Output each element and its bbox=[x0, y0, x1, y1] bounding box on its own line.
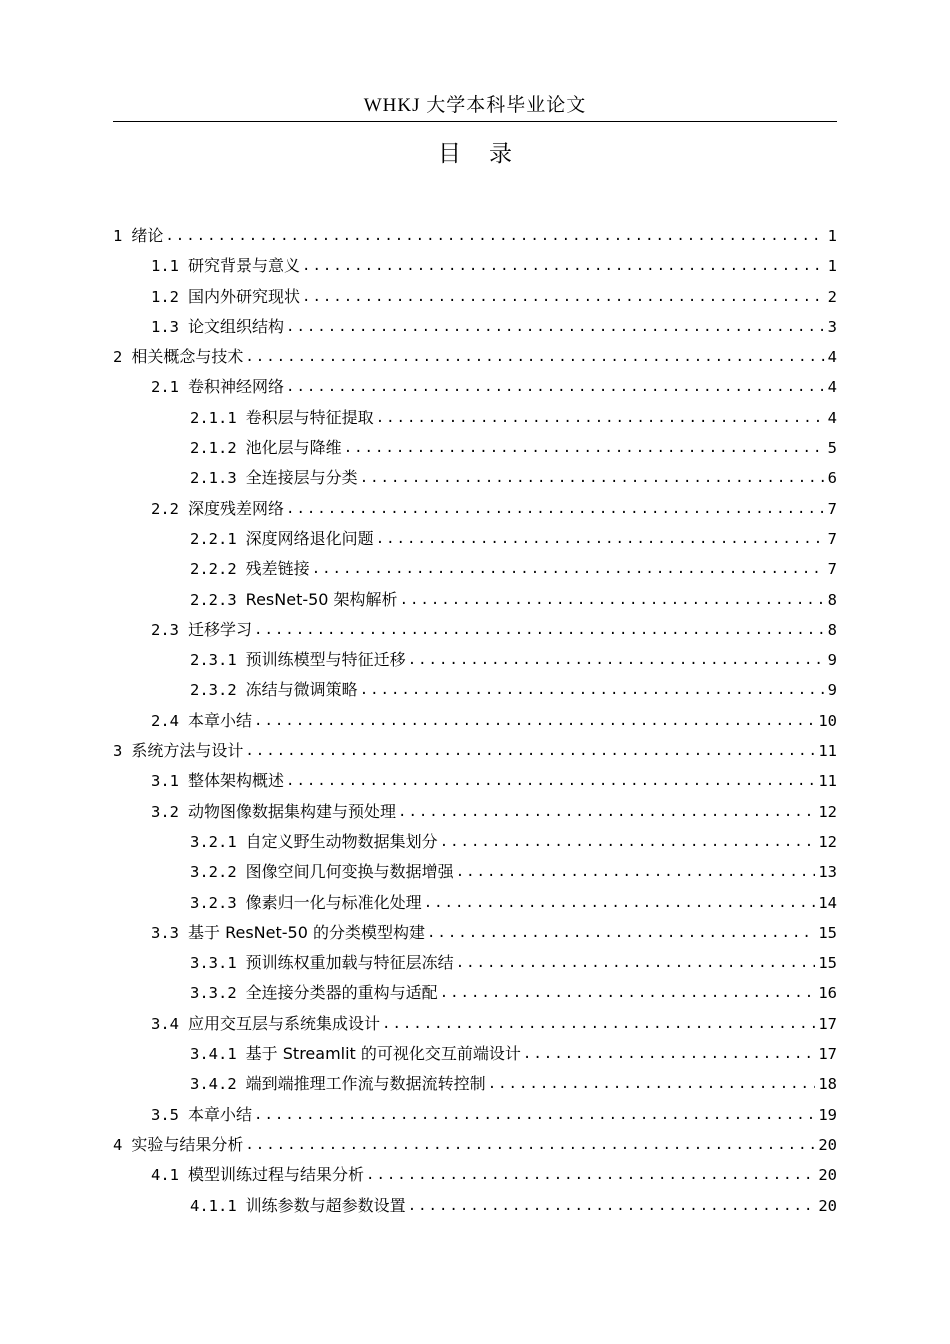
toc-dot-leader bbox=[254, 615, 825, 645]
table-of-contents bbox=[113, 221, 837, 1221]
toc-dot-leader bbox=[523, 1039, 815, 1069]
toc-entry-title: 深度残差网络 bbox=[188, 498, 285, 518]
toc-entry[interactable] bbox=[113, 1100, 837, 1130]
toc-dot-leader bbox=[408, 645, 825, 675]
toc-entry-title: 池化层与降维 bbox=[245, 438, 342, 458]
toc-entry-number: 3.3 bbox=[151, 923, 179, 942]
toc-entry-title: 训练参数与超参数设置 bbox=[245, 1195, 406, 1215]
toc-dot-leader bbox=[302, 282, 825, 312]
toc-entry-page-number: 4 bbox=[827, 378, 837, 397]
toc-entry-number: 3.1 bbox=[151, 772, 179, 791]
toc-entry[interactable] bbox=[113, 1191, 837, 1221]
toc-entry-number: 3.2.2 bbox=[190, 863, 237, 882]
toc-entry[interactable] bbox=[113, 888, 837, 918]
toc-entry-title: 冻结与微调策略 bbox=[245, 680, 358, 700]
toc-entry-page-number: 10 bbox=[818, 711, 837, 730]
toc-entry[interactable] bbox=[113, 494, 837, 524]
toc-dot-leader bbox=[286, 766, 815, 796]
toc-entry[interactable] bbox=[113, 251, 837, 281]
toc-dot-leader bbox=[440, 978, 816, 1008]
toc-entry-title: 图像空间几何变换与数据增强 bbox=[245, 862, 454, 882]
toc-entry-number: 2.3.2 bbox=[190, 681, 237, 700]
toc-dot-leader bbox=[245, 736, 815, 766]
toc-entry-number: 2.1.1 bbox=[190, 408, 237, 427]
toc-entry-title: 相关概念与技术 bbox=[131, 347, 244, 367]
toc-entry-number: 3.4.2 bbox=[190, 1075, 237, 1094]
toc-entry-title: 迁移学习 bbox=[188, 619, 253, 639]
toc-entry-number: 2.2.2 bbox=[190, 560, 237, 579]
toc-entry[interactable] bbox=[113, 1039, 837, 1069]
toc-entry-title: 卷积神经网络 bbox=[188, 377, 285, 397]
toc-entry[interactable] bbox=[113, 342, 837, 372]
toc-entry-number: 3.2.3 bbox=[190, 893, 237, 912]
toc-entry[interactable] bbox=[113, 554, 837, 584]
toc-entry-number: 2.1.3 bbox=[190, 469, 237, 488]
toc-entry-page-number: 11 bbox=[818, 742, 837, 761]
toc-entry-number: 3.2.1 bbox=[190, 832, 237, 851]
toc-entry[interactable] bbox=[113, 585, 837, 615]
toc-entry[interactable] bbox=[113, 615, 837, 645]
toc-entry-page-number: 15 bbox=[818, 923, 837, 942]
toc-entry-number: 2.1.2 bbox=[190, 439, 237, 458]
toc-entry[interactable] bbox=[113, 797, 837, 827]
toc-entry[interactable] bbox=[113, 766, 837, 796]
toc-dot-leader bbox=[427, 918, 815, 948]
toc-entry-page-number: 7 bbox=[827, 499, 837, 518]
toc-entry-title: 全连接分类器的重构与适配 bbox=[245, 983, 438, 1003]
toc-entry-page-number: 18 bbox=[818, 1075, 837, 1094]
toc-entry-page-number: 11 bbox=[818, 772, 837, 791]
toc-dot-leader bbox=[376, 524, 825, 554]
toc-entry[interactable] bbox=[113, 1160, 837, 1190]
toc-entry[interactable] bbox=[113, 827, 837, 857]
toc-entry-number: 1.2 bbox=[151, 287, 179, 306]
toc-entry-number: 1.1 bbox=[151, 257, 179, 276]
toc-entry-number: 3.3.1 bbox=[190, 954, 237, 973]
toc-entry[interactable] bbox=[113, 312, 837, 342]
toc-entry-page-number: 12 bbox=[818, 832, 837, 851]
toc-entry-title: 国内外研究现状 bbox=[188, 286, 301, 306]
toc-entry-page-number: 12 bbox=[818, 802, 837, 821]
toc-entry-title: 论文组织结构 bbox=[188, 316, 285, 336]
toc-entry-title: 残差链接 bbox=[245, 559, 310, 579]
toc-entry-number: 2 bbox=[113, 348, 123, 367]
toc-entry-page-number: 16 bbox=[818, 984, 837, 1003]
toc-entry-number: 3.5 bbox=[151, 1105, 179, 1124]
toc-entry[interactable] bbox=[113, 948, 837, 978]
toc-entry[interactable] bbox=[113, 736, 837, 766]
toc-entry-page-number: 20 bbox=[818, 1166, 837, 1185]
toc-entry[interactable] bbox=[113, 918, 837, 948]
toc-entry-page-number: 17 bbox=[818, 1014, 837, 1033]
toc-dot-leader bbox=[344, 433, 825, 463]
toc-entry[interactable] bbox=[113, 372, 837, 402]
toc-dot-leader bbox=[245, 342, 824, 372]
toc-entry-number: 2.1 bbox=[151, 378, 179, 397]
toc-entry[interactable] bbox=[113, 706, 837, 736]
toc-entry-title: 绪论 bbox=[131, 226, 164, 245]
toc-entry-page-number: 17 bbox=[818, 1045, 837, 1064]
toc-entry-page-number: 13 bbox=[818, 863, 837, 882]
toc-entry-number: 2.2.3 bbox=[190, 590, 237, 609]
toc-dot-leader bbox=[424, 888, 816, 918]
toc-dot-leader bbox=[456, 857, 816, 887]
toc-entry[interactable] bbox=[113, 857, 837, 887]
toc-entry[interactable] bbox=[113, 221, 837, 251]
toc-entry-page-number: 9 bbox=[827, 651, 837, 670]
toc-dot-leader bbox=[360, 463, 825, 493]
toc-entry-title: 整体架构概述 bbox=[188, 771, 285, 791]
toc-entry-title: ResNet-50 架构解析 bbox=[245, 589, 398, 609]
toc-title: 目录 bbox=[438, 141, 540, 167]
toc-entry[interactable] bbox=[113, 1009, 837, 1039]
toc-entry-number: 3.4.1 bbox=[190, 1045, 237, 1064]
toc-entry-title: 应用交互层与系统集成设计 bbox=[188, 1013, 381, 1033]
toc-entry-page-number: 4 bbox=[827, 408, 837, 427]
toc-entry[interactable] bbox=[113, 1130, 837, 1160]
toc-entry-page-number: 6 bbox=[827, 469, 837, 488]
toc-entry-title: 预训练权重加载与特征层冻结 bbox=[245, 953, 454, 973]
toc-entry-page-number: 5 bbox=[827, 439, 837, 458]
toc-dot-leader bbox=[382, 1009, 815, 1039]
toc-entry-page-number: 8 bbox=[827, 590, 837, 609]
toc-dot-leader bbox=[456, 948, 816, 978]
toc-entry-page-number: 9 bbox=[827, 681, 837, 700]
toc-entry-page-number: 8 bbox=[827, 620, 837, 639]
toc-entry-page-number: 20 bbox=[818, 1135, 837, 1154]
toc-entry-title: 端到端推理工作流与数据流转控制 bbox=[245, 1074, 486, 1094]
toc-entry-page-number: 7 bbox=[827, 529, 837, 548]
toc-entry-title: 实验与结果分析 bbox=[131, 1134, 244, 1154]
toc-entry-page-number: 1 bbox=[827, 257, 837, 276]
toc-entry-page-number: 14 bbox=[818, 893, 837, 912]
toc-dot-leader bbox=[286, 372, 825, 402]
toc-dot-leader bbox=[165, 221, 824, 251]
toc-dot-leader bbox=[408, 1191, 816, 1221]
toc-dot-leader bbox=[376, 403, 825, 433]
toc-entry-number: 3 bbox=[113, 742, 123, 761]
toc-entry-number: 3.3.2 bbox=[190, 984, 237, 1003]
toc-entry-number: 4 bbox=[113, 1135, 123, 1154]
toc-entry-title: 系统方法与设计 bbox=[131, 741, 244, 761]
toc-entry-number: 2.3.1 bbox=[190, 651, 237, 670]
toc-entry-title: 本章小结 bbox=[188, 1104, 253, 1124]
toc-dot-leader bbox=[398, 797, 815, 827]
toc-dot-leader bbox=[440, 827, 816, 857]
toc-entry-page-number: 3 bbox=[827, 317, 837, 336]
running-header: WHKJ 大学本科毕业论文 bbox=[363, 95, 587, 116]
toc-entry-page-number: 2 bbox=[827, 287, 837, 306]
header-divider bbox=[113, 121, 837, 122]
toc-entry-page-number: 7 bbox=[827, 560, 837, 579]
toc-entry-title: 基于 ResNet-50 的分类模型构建 bbox=[188, 922, 425, 942]
toc-entry-number: 2.3 bbox=[151, 620, 179, 639]
toc-entry-title: 基于 Streamlit 的可视化交互前端设计 bbox=[245, 1044, 521, 1064]
toc-entry-number: 3.4 bbox=[151, 1014, 179, 1033]
toc-entry-title: 自定义野生动物数据集划分 bbox=[245, 831, 438, 851]
toc-entry[interactable] bbox=[113, 645, 837, 675]
toc-entry[interactable] bbox=[113, 524, 837, 554]
toc-entry-number: 1.3 bbox=[151, 317, 179, 336]
toc-entry-page-number: 20 bbox=[818, 1196, 837, 1215]
toc-entry[interactable] bbox=[113, 1069, 837, 1099]
toc-entry[interactable] bbox=[113, 978, 837, 1008]
toc-entry[interactable] bbox=[113, 433, 837, 463]
toc-entry-number: 3.2 bbox=[151, 802, 179, 821]
toc-entry[interactable] bbox=[113, 403, 837, 433]
toc-entry-title: 本章小结 bbox=[188, 710, 253, 730]
toc-entry-title: 全连接层与分类 bbox=[245, 468, 358, 488]
toc-entry-number: 4.1 bbox=[151, 1166, 179, 1185]
toc-entry-number: 1 bbox=[113, 227, 123, 245]
toc-dot-leader bbox=[488, 1069, 816, 1099]
toc-dot-leader bbox=[245, 1130, 815, 1160]
toc-dot-leader bbox=[302, 251, 825, 281]
toc-dot-leader bbox=[366, 1160, 815, 1190]
toc-entry-title: 深度网络退化问题 bbox=[245, 528, 374, 548]
toc-entry-title: 预训练模型与特征迁移 bbox=[245, 650, 406, 670]
toc-entry[interactable] bbox=[113, 463, 837, 493]
toc-entry-page-number: 4 bbox=[827, 348, 837, 367]
toc-entry[interactable] bbox=[113, 282, 837, 312]
toc-dot-leader bbox=[286, 312, 825, 342]
toc-entry-title: 动物图像数据集构建与预处理 bbox=[188, 801, 397, 821]
toc-dot-leader bbox=[254, 706, 815, 736]
toc-entry-number: 2.2.1 bbox=[190, 529, 237, 548]
toc-dot-leader bbox=[360, 675, 825, 705]
toc-dot-leader bbox=[286, 494, 825, 524]
toc-dot-leader bbox=[312, 554, 825, 584]
toc-entry-page-number: 15 bbox=[818, 954, 837, 973]
toc-entry-title: 像素归一化与标准化处理 bbox=[245, 892, 422, 912]
toc-dot-leader bbox=[400, 585, 825, 615]
toc-entry-number: 4.1.1 bbox=[190, 1196, 237, 1215]
toc-entry-number: 2.4 bbox=[151, 711, 179, 730]
toc-entry-title: 研究背景与意义 bbox=[188, 256, 301, 276]
toc-entry[interactable] bbox=[113, 675, 837, 705]
toc-entry-number: 2.2 bbox=[151, 499, 179, 518]
toc-entry-page-number: 1 bbox=[827, 227, 837, 245]
toc-entry-title: 模型训练过程与结果分析 bbox=[188, 1165, 365, 1185]
toc-entry-page-number: 19 bbox=[818, 1105, 837, 1124]
toc-entry-title: 卷积层与特征提取 bbox=[245, 407, 374, 427]
toc-dot-leader bbox=[254, 1100, 815, 1130]
